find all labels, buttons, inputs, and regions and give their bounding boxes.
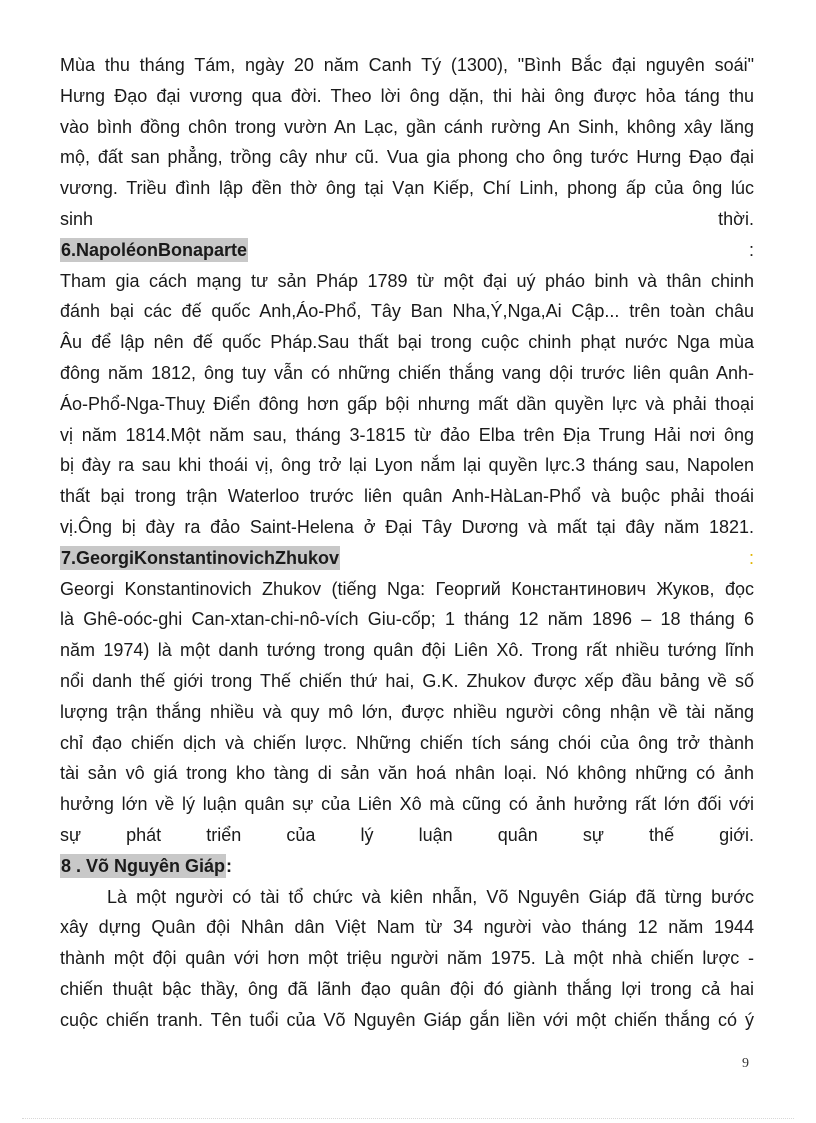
- text-line: năm 1974) là một danh tướng trong quân đội Liên Xô. Trong rất nhiều tướng lĩnh: [60, 640, 754, 661]
- heading-colon: :: [748, 547, 754, 568]
- page-number: 9: [742, 1056, 749, 1071]
- heading-title: 6.NapoléonBonaparte: [61, 239, 248, 260]
- heading-colon: :: [226, 855, 233, 876]
- text-line: vương. Triều đình lập đền thờ ông tại Vạn Kiếp, Chí Linh, phong ấp của ông lúc: [60, 178, 754, 199]
- text-line: vào bình đồng chôn trong vườn An Lạc, gần cánh rường An Sinh, không xây lăng: [60, 116, 754, 137]
- text-line: Tham gia cách mạng tư sản Pháp 1789 từ một đại uý pháo binh và thân chinh: [60, 270, 754, 291]
- heading-title: 8 . Võ Nguyên Giáp: [61, 855, 226, 876]
- text-line: chiến thuật bậc thầy, ông đã lãnh đạo quân đội đó giành thắng lợi trong cả hai: [60, 978, 754, 999]
- text-line-split: [60, 204, 754, 235]
- text-line: Mùa thu tháng Tám, ngày 20 năm Canh Tý (1300), "Bình Bắc đại nguyên soái": [60, 55, 754, 75]
- text-line: đánh bại các đế quốc Anh,Áo-Phổ, Tây Ban Nha,Ý,Nga,Ai Cập... trên toàn châu: [60, 301, 754, 322]
- heading-colon: :: [748, 239, 754, 260]
- heading-title: 7.GeorgiKonstantinovichZhukov: [61, 547, 340, 568]
- footer-divider: [22, 1118, 794, 1119]
- section-8-paragraph: [60, 882, 754, 1036]
- text-line: bị đày ra sau khi thoái vị, ông trở lại Lyon nắm lại quyền lực.3 tháng sau, Napolen: [60, 455, 754, 476]
- text-line: xây dựng Quân đội Nhân dân Việt Nam từ 34 người vào tháng 12 năm 1944: [60, 917, 754, 938]
- text-line: vị.Ông bị đày ra đảo Saint-Helena ở Đại Tây Dương và mất tại đây năm 1821.: [60, 516, 754, 537]
- section-7-paragraph: [60, 574, 754, 851]
- section-heading-8: [60, 851, 754, 882]
- text-line: Hưng Đạo đại vương qua đời. Theo lời ông dặn, thi hài ông được hỏa táng thu: [60, 85, 754, 106]
- text-line: mộ, đất san phẳng, trồng cây như cũ. Vua gia phong cho ông tước Hưng Đạo đại: [60, 147, 754, 168]
- text-line: Là một người có tài tổ chức và kiên nhẫn, Võ Nguyên Giáp đã từng bước: [107, 886, 754, 907]
- text-line: là Ghê-oóc-ghi Can-xtan-chi-nô-vích Giu-cốp; 1 tháng 12 năm 1896 – 18 tháng 6: [60, 609, 754, 630]
- text-line: hưởng lớn về lý luận quân sự của Liên Xô mà cũng có ảnh hưởng rất lớn đối với: [60, 794, 754, 815]
- text-line: sự phát triển của lý luận quân sự thế giới.: [60, 824, 754, 845]
- intro-paragraph: [60, 50, 754, 235]
- text-line: đông năm 1812, ông tuy vẫn có những chiến thắng vang dội trước liên quân Anh-: [60, 362, 754, 383]
- text-line: thành một đội quân với hơn một triệu người năm 1975. Là một nhà chiến lược -: [60, 948, 754, 969]
- text-line: vị năm 1814.Một năm sau, tháng 3-1815 từ đảo Elba trên Địa Trung Hải nơi ông: [60, 424, 754, 445]
- text-line: cuộc chiến tranh. Tên tuổi của Võ Nguyên Giáp gắn liền với một chiến thắng có ý: [60, 1009, 754, 1030]
- text-line: chỉ đạo chiến dịch và chiến lược. Những chiến tích sáng chói của ông trở thành: [60, 732, 754, 753]
- text-line: thất bại trong trận Waterloo trước liên quân Anh-HàLan-Phổ và buộc phải thoái: [60, 486, 754, 507]
- text-line: Áo-Phổ-Nga-Thuỵ Điển đông hơn gấp bội nhưng mất dần quyền lực và phải thoại: [60, 393, 754, 414]
- text-word: sinh: [60, 208, 94, 229]
- text-line: Âu để lập nên đế quốc Pháp.Sau thất bại trong cuộc chinh phạt nước Nga mùa: [60, 332, 754, 353]
- text-word: thời.: [718, 208, 754, 229]
- section-6-paragraph: [60, 266, 754, 543]
- text-line: lượng trận thắng nhiều và quy mô lớn, được nhiều người công nhận về tài năng: [60, 701, 754, 722]
- text-line: tài sản vô giá trong kho tàng di sản văn hoá nhân loại. Nó không những có ảnh: [60, 763, 754, 784]
- text-line: nổi danh thế giới trong Thế chiến thứ hai, G.K. Zhukov được xếp đầu bảng về số: [60, 670, 754, 691]
- section-heading-6: [60, 235, 754, 266]
- text-line: Georgi Konstantinovich Zhukov (tiếng Nga: Георгий Константинович Жуков, đọc: [60, 578, 754, 599]
- document-page: [60, 50, 754, 1036]
- section-heading-7: [60, 543, 754, 574]
